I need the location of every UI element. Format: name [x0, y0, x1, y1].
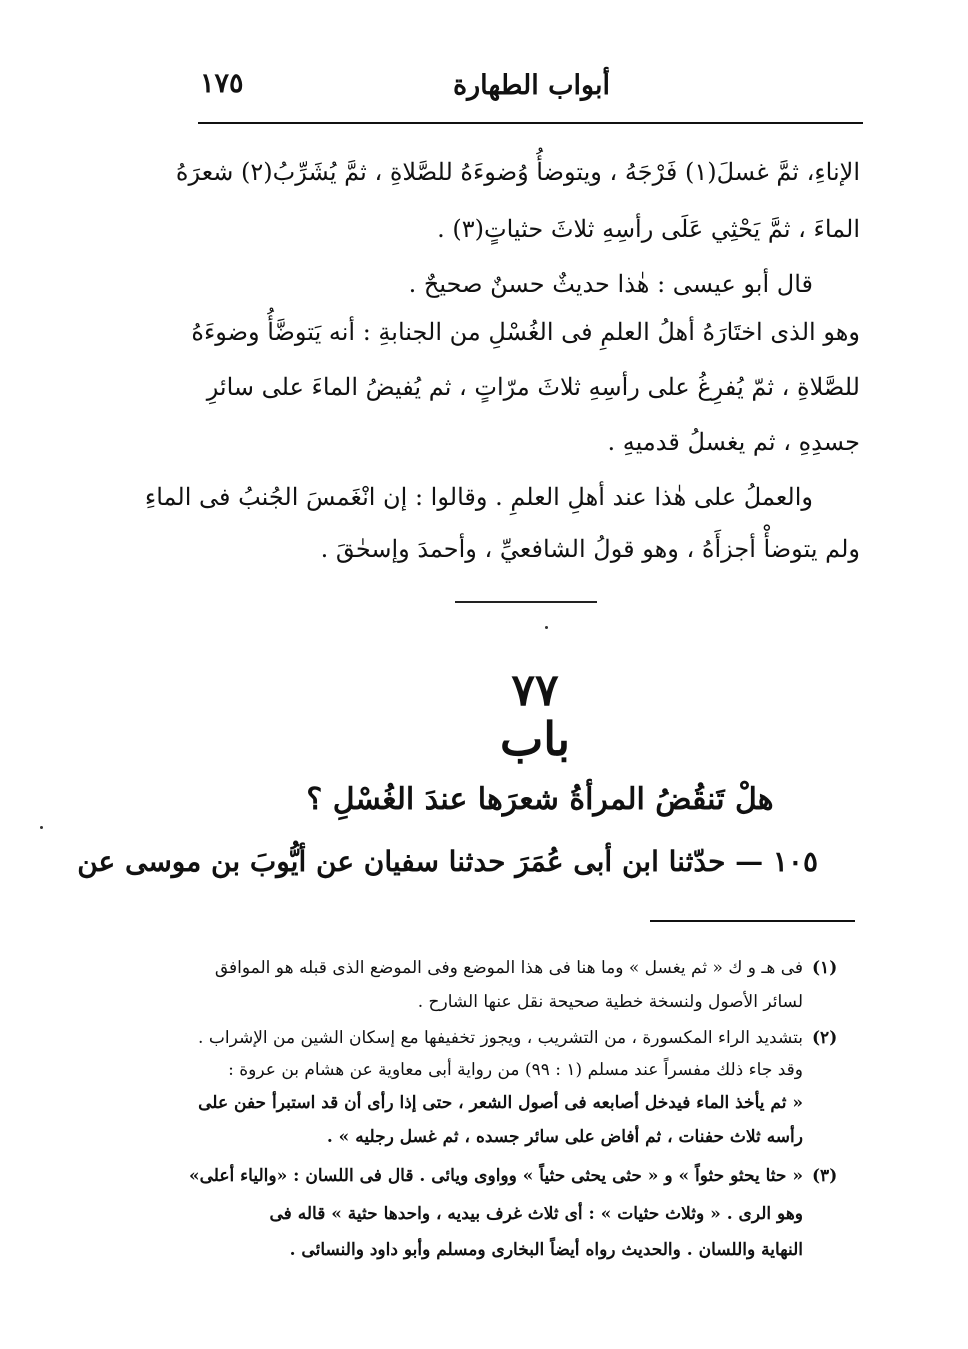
body-line: جسدِهِ ، ثم يغسلُ قدميهِ . — [607, 428, 860, 456]
footnote-rule — [650, 920, 855, 922]
chapter-title: هلْ تَنقُضُ المرأةُ شعرَها عندَ الغُسْلِ ؟ — [306, 782, 774, 817]
body-line: قال أبو عيسى : هٰذا حديثٌ حسنٌ صحيحٌ . — [408, 270, 813, 298]
section-divider — [455, 601, 597, 603]
hadith-opening-line: ١٠٥ — حدّثنا ابن أبى عُمَرَ حدثنا سفيان عن أيُّوبَ بن موسى عن — [77, 845, 818, 878]
footnote-line: لسائر الأصول ولنسخة خطية صحيحة نقل عنها الشارح . — [417, 992, 803, 1012]
chapter-number: ٧٧ — [511, 665, 559, 716]
chapter-label: باب — [499, 712, 571, 766]
page-number: ١٧٥ — [200, 68, 244, 99]
body-line: الماءَ ، ثمَّ يَحْثِي عَلَى رأسِهِ ثلاثَ حثياتٍ(٣) . — [437, 215, 860, 243]
print-speck — [545, 626, 548, 629]
footnote-marker: (١) — [812, 958, 838, 978]
body-line: ولم يتوضأْ أجزأَهُ ، وهو قولُ الشافعيِّ ، وأحمدَ وإسحٰقَ . — [320, 535, 860, 563]
footnote-line: وقد جاء ذلك مفسراً عند مسلم (١ : ٩٩) من رواية أبى معاوية عن هشام بن عروة : — [228, 1060, 803, 1080]
footnote-line: وهو الرى . « وثلاث حثيات » : أى ثلاث غرف بيديه ، واحدها حثية » قاله فى — [269, 1204, 803, 1224]
body-line: والعملُ على هٰذا عند أهلِ العلمِ . وقالوا : إن انْغَمسَ الجُنبُ فى الماءِ — [144, 483, 813, 511]
running-title: أبواب الطهارة — [452, 70, 610, 101]
body-line: للصَّلاةِ ، ثمّ يُفرِغُ على رأسِهِ ثلاثَ مرّاتٍ ، ثم يُفيضُ الماءَ على سائرِ — [206, 373, 860, 401]
footnote-line: فى هـ و ك « ثم يغسل » وما هنا فى هذا الموضع وفى الموضع الذى قبله هو الموافق — [214, 958, 803, 978]
body-line: الإناءِ، ثمَّ غسلَ(١) فَرْجَهُ ، ويتوضأُ وُضوءَهُ للصَّلاةِ ، ثمَّ يُشَرِّبُ(٢) شعرَهُ — [175, 158, 860, 186]
footnote-line: بتشديد الراء المكسورة ، من التشريب ، ويجوز تخفيفها مع إسكان الشين من الإشراب . — [198, 1028, 803, 1048]
body-line: وهو الذى اختَارَهُ أهلُ العلمِ فى الغُسْلِ من الجنابةِ : أنه يَتوضَّأُ وضوءَهُ — [191, 318, 860, 346]
footnote-marker: (٢) — [812, 1028, 838, 1048]
footnote-line: « ثم يأخذ الماء فيدخل أصابعه فى أصول الشعر ، حتى إذا رأى أن قد استبرأ حفن على — [198, 1093, 803, 1113]
print-speck — [40, 826, 43, 829]
footnote-marker: (٣) — [812, 1166, 838, 1186]
footnote-line: رأسه ثلاث حفنات ، ثم أفاض على سائر جسده ، ثم غسل رجليه » . — [326, 1127, 803, 1147]
header-rule — [198, 122, 863, 124]
footnote-line: « حثا يحثو حثواً » و « حثى يحثى حثياً » وواوى ويائى . قال فى اللسان : «والياء أعلى» — [188, 1166, 803, 1186]
footnote-line: النهاية واللسان . والحديث رواه أيضاً البخارى ومسلم وأبو داود والنسائى . — [289, 1240, 803, 1260]
